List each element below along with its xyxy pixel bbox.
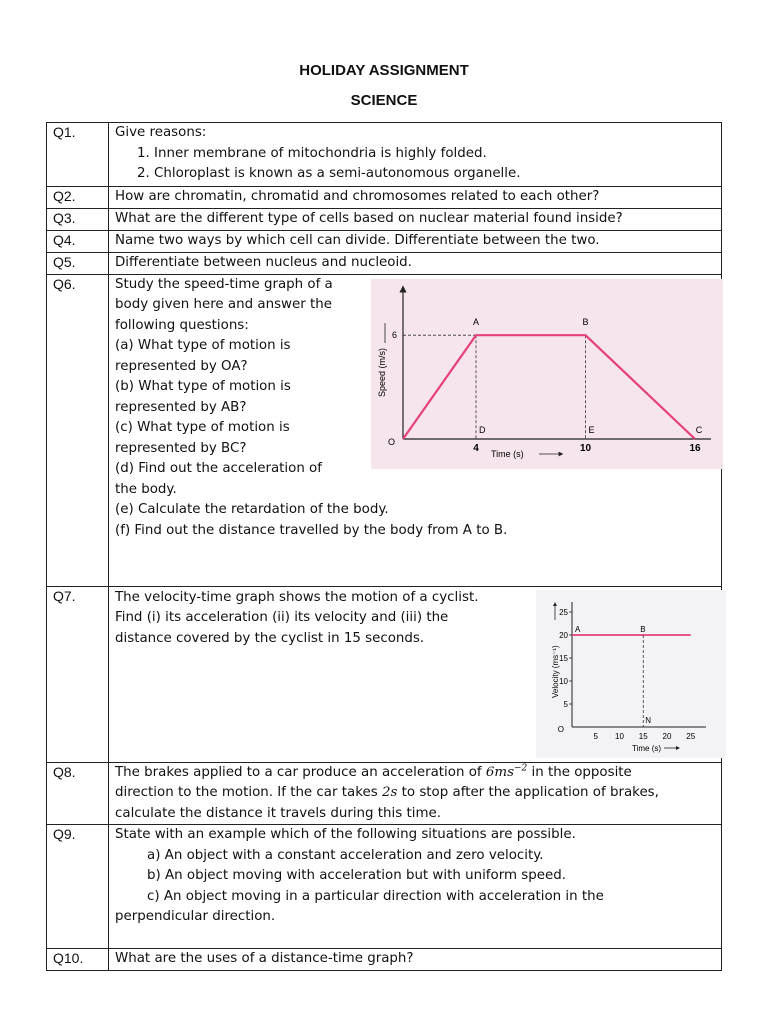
text-line: (d) Find out the acceleration of [115,461,322,476]
y-tick-label: 20 [559,630,568,640]
page-title: HOLIDAY ASSIGNMENT [299,62,469,79]
text-line: (e) Calculate the retardation of the body. [115,502,389,517]
question-number: Q1. [47,123,109,187]
question-row-q10 [47,949,722,971]
text-line: represented by BC? [115,440,247,456]
text-line: body given here and answer the [115,297,332,312]
foot-label: D [479,424,486,435]
question-text [109,586,722,762]
x-tick-label: 15 [638,731,648,741]
accel-unit: ms [494,764,514,780]
text-line: represented by AB? [115,399,247,415]
x-axis-label: Time (s) [491,448,524,459]
text-line: the body. [115,481,177,497]
question-number: Q10. [47,949,109,971]
point-label: B [640,624,646,634]
question-number: Q2. [47,187,109,209]
x-tick-label: 5 [593,731,598,741]
text-segment: The brakes applied to a car produce an acceleration of [115,764,486,780]
text-line: (c) What type of motion is [115,420,290,435]
question-text: What are the different type of cells based on nuclear material found inside? [109,209,722,231]
question-intro: Give reasons: [115,125,207,140]
question-number: Q8. [47,762,109,825]
y-axis-label: Velocity (ms⁻¹) [551,644,560,698]
time-value: 2s [381,785,398,800]
question-text [109,274,722,586]
point-label: C [695,424,703,435]
question-row-q4 [47,231,722,253]
series-line [403,335,695,439]
question-row-q2 [47,187,722,209]
question-number: Q3. [47,209,109,231]
text-segment: to stop after the application of brakes, [397,785,659,800]
question-number: Q6. [47,274,109,586]
text-line: calculate the distance it travels during this time. [115,805,441,821]
x-axis-label: Time (s) [632,743,662,753]
question-row-q7 [47,586,722,762]
question-number: Q7. [47,586,109,762]
y-tick-label: 5 [563,699,568,709]
text-line [115,783,715,804]
x-tick-label: 4 [473,442,479,454]
text-line: distance covered by the cyclist in 15 seconds. [115,630,425,646]
foot-label: E [588,424,595,435]
point-label: A [472,316,480,327]
text-line: (a) What type of motion is [115,338,291,353]
velocity-time-svg [536,590,726,758]
y-tick-label: 6 [391,329,397,340]
origin-label: O [387,436,395,447]
text-line: Study the speed-time graph of a [115,276,333,292]
list-item: a) An object with a constant acceleration and zero velocity. [147,847,544,863]
subject-title: SCIENCE [350,92,418,109]
list-item: 1. Inner membrane of mitochondria is highly folded. [137,145,487,161]
y-tick-label: 10 [559,676,568,686]
question-text [109,123,722,187]
accel-exponent: −2 [513,763,528,774]
point-label: B [582,316,589,327]
text-line: following questions: [115,317,249,333]
x-tick-label: 20 [662,731,672,741]
question-text [109,762,722,825]
x-tick-label: 25 [686,731,696,741]
list-item: c) An object moving in a particular direction with acceleration in the [147,888,604,904]
question-number: Q9. [47,825,109,949]
list-item: 2. Chloroplast is known as a semi-autonomous organelle. [137,166,521,181]
question-text [109,825,722,949]
text-line: The velocity-time graph shows the motion of a cyclist. [115,589,479,605]
y-axis-label: Speed (m/s) [377,347,387,397]
question-text: How are chromatin, chromatid and chromosomes related to each other? [109,187,722,209]
text-segment: in the opposite [527,764,632,780]
list-item: b) An object moving with acceleration but with uniform speed. [147,868,566,883]
point-label: A [575,624,581,634]
x-tick-label: 10 [579,442,592,454]
text-line: perpendicular direction. [115,909,276,924]
speed-time-graph [371,279,723,469]
question-row-q6 [47,274,722,586]
x-tick-label: 10 [615,731,624,741]
text-line [115,763,715,784]
foot-label: N [645,715,652,725]
text-line: (b) What type of motion is [115,379,291,394]
question-row-q3 [47,209,722,231]
y-tick-label: 25 [559,607,568,617]
question-row-q5 [47,252,722,274]
question-row-q8 [47,762,722,825]
y-tick-label: 15 [559,653,568,663]
origin-label: O [557,724,564,734]
text-line: (f) Find out the distance travelled by the body from A to B. [115,522,508,538]
speed-time-svg [371,279,723,469]
questions-table [46,122,722,971]
question-row-q1 [47,123,722,187]
text-segment: direction to the motion. If the car takes [115,785,382,800]
velocity-time-graph [536,590,726,758]
question-row-q9 [47,825,722,949]
accel-value: 6 [485,764,495,780]
text-line: Find (i) its acceleration (ii) its velocity and (iii) the [115,610,449,625]
question-number: Q4. [47,231,109,253]
question-number: Q5. [47,252,109,274]
x-tick-label: 16 [689,442,701,454]
text-line: represented by OA? [115,358,248,374]
question-intro: State with an example which of the following situations are possible. [115,827,576,842]
question-text: Differentiate between nucleus and nucleoid. [109,252,722,274]
question-text: What are the uses of a distance-time graph? [109,949,722,971]
question-text: Name two ways by which cell can divide. Differentiate between the two. [109,231,722,253]
